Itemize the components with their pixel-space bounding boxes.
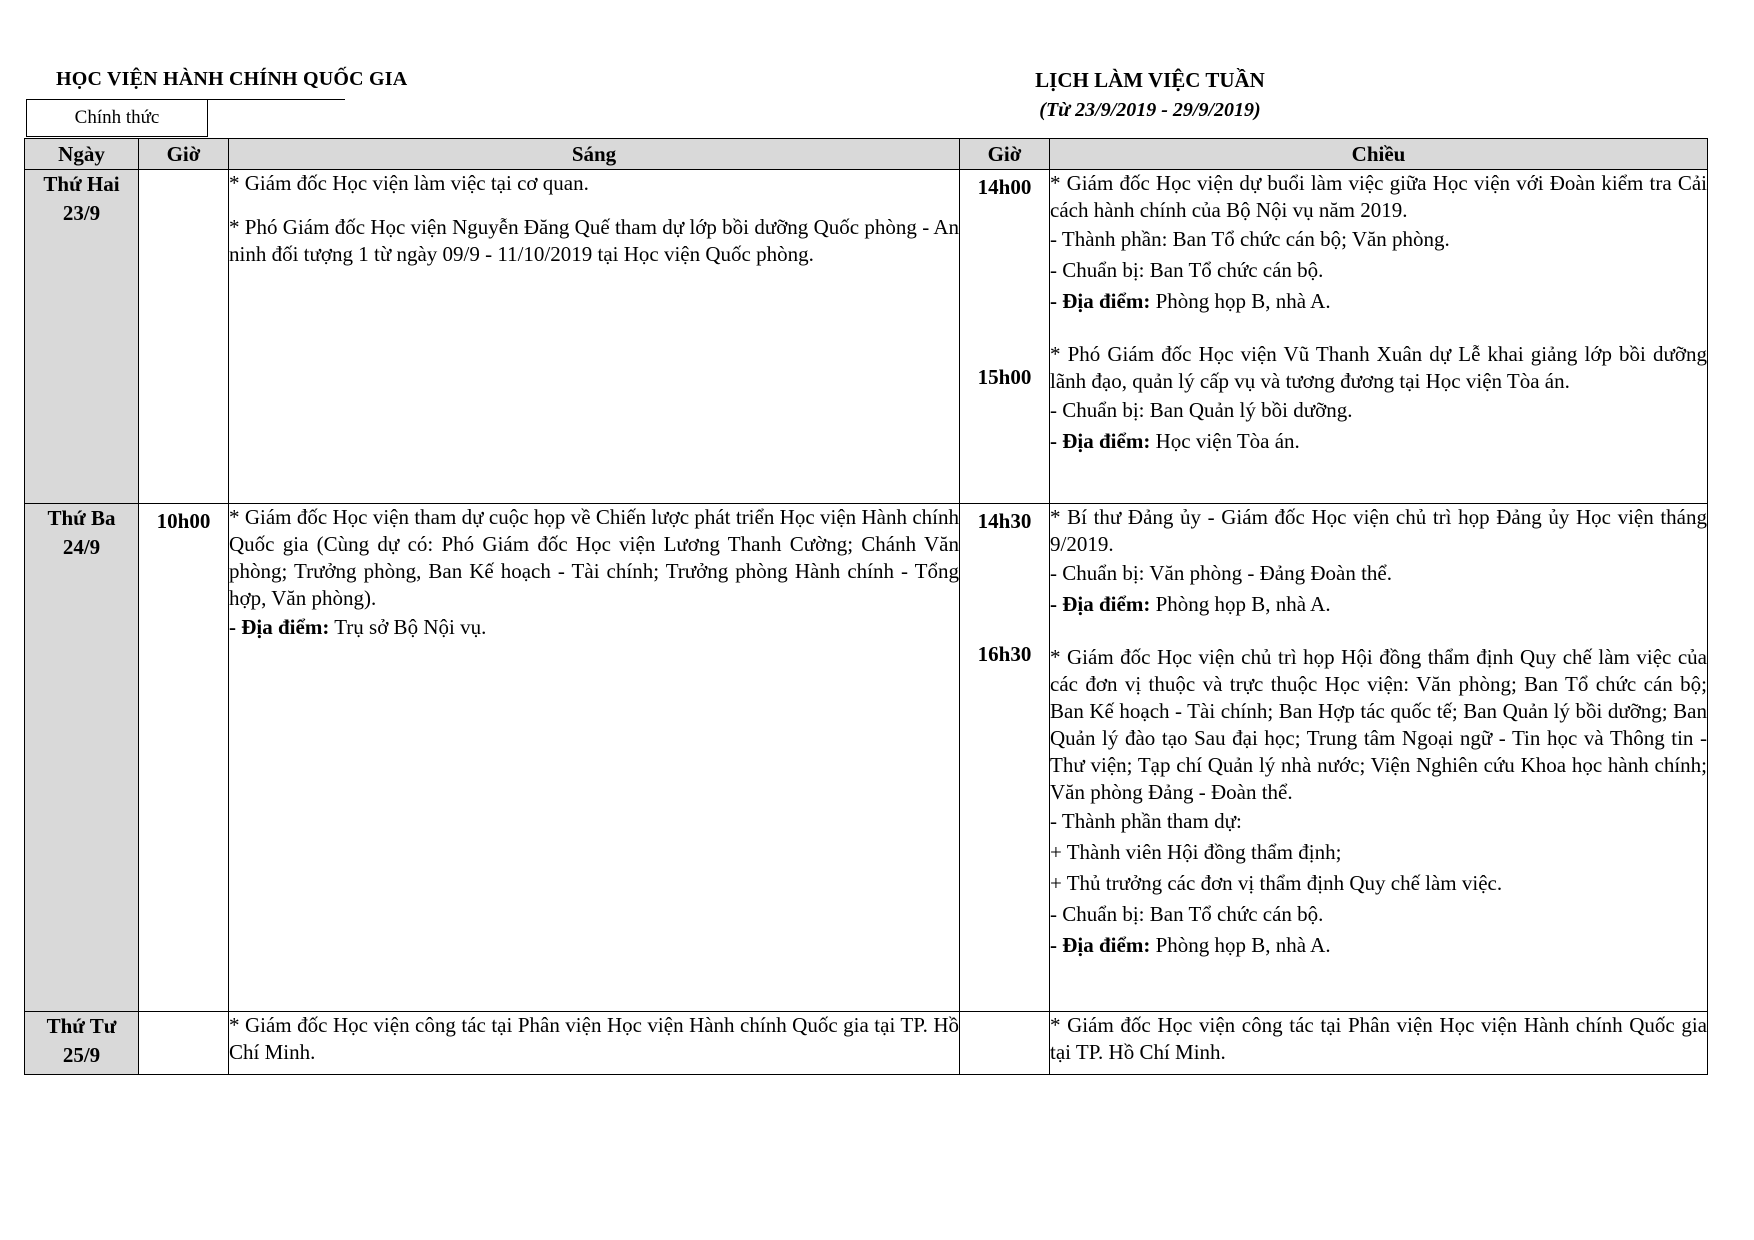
weekday-label: Thứ Tư: [46, 1014, 117, 1038]
morning-content-cell: [229, 1012, 960, 1075]
location-value: Phòng họp B, nhà A.: [1150, 592, 1331, 616]
afternoon-detail: + Thủ trưởng các đơn vị thẩm định Quy chế làm việc.: [1050, 871, 1503, 895]
afternoon-entry: * Bí thư Đảng ủy - Giám đốc Học viện chủ trì họp Đảng ủy Học viện tháng 9/2019.: [1050, 505, 1707, 556]
afternoon-entry: * Giám đốc Học viện công tác tại Phân viện Học viện Hành chính Quốc gia tại TP. Hồ Chí Minh.: [1050, 1013, 1707, 1064]
morning-time: [139, 170, 228, 173]
morning-entry: * Giám đốc Học viện công tác tại Phân viện Học viện Hành chính Quốc gia tại TP. Hồ Chí Minh.: [229, 1013, 959, 1064]
schedule-table: [24, 138, 1708, 1075]
morning-time: 10h00: [156, 509, 211, 533]
afternoon-time: 14h00: [977, 175, 1032, 199]
column-header-afternoon: Chiều: [1050, 139, 1708, 170]
afternoon-time-cell: [960, 1012, 1050, 1075]
afternoon-detail: + Thành viên Hội đồng thẩm định;: [1050, 840, 1342, 864]
afternoon-location: [1050, 426, 1707, 457]
morning-time-cell: [139, 1012, 229, 1075]
location-value: Trụ sở Bộ Nội vụ.: [329, 615, 487, 639]
day-cell: [25, 170, 139, 504]
date-label: 23/9: [62, 201, 101, 225]
location-label: - Địa điểm:: [1050, 429, 1151, 453]
afternoon-time-cell: [960, 504, 1050, 1012]
afternoon-time: 16h30: [977, 642, 1032, 666]
afternoon-location: [1050, 589, 1707, 620]
date-label: 25/9: [62, 1043, 101, 1067]
column-header-day: Ngày: [25, 139, 139, 170]
morning-location: [229, 612, 959, 643]
header-row: [25, 139, 1708, 170]
weekday-label: Thứ Ba: [47, 506, 116, 530]
column-header-morning: Sáng: [229, 139, 960, 170]
status-box: Chính thức: [26, 99, 208, 137]
afternoon-detail: - Chuẩn bị: Ban Tổ chức cán bộ.: [1050, 902, 1324, 926]
weekday-label: Thứ Hai: [43, 172, 120, 196]
morning-content-cell: [229, 170, 960, 504]
table-row: [25, 504, 1708, 1012]
location-value: Học viện Tòa án.: [1150, 429, 1300, 453]
location-label: - Địa điểm:: [1050, 592, 1151, 616]
morning-entry: * Giám đốc Học viện tham dự cuộc họp về Chiến lược phát triển Học viện Hành chính Quốc gia (Cùng dự có: Phó Giám đốc Học viện Lương Thanh Cường; Chánh Văn phòng; Trưởng phòng, Ban Kế hoạch - Tài chính; Trưởng phòng Hành chính - Tổng hợp, Văn phòng).: [229, 505, 959, 610]
location-label: - Địa điểm:: [1050, 933, 1151, 957]
location-value: Phòng họp B, nhà A.: [1150, 933, 1331, 957]
afternoon-time: 14h30: [977, 509, 1032, 533]
table-row: [25, 1012, 1708, 1075]
day-cell: [25, 1012, 139, 1075]
location-label: - Địa điểm:: [229, 615, 330, 639]
organization-name: HỌC VIỆN HÀNH CHÍNH QUỐC GIA: [56, 68, 408, 90]
column-header-afternoon-time: Giờ: [960, 139, 1050, 170]
afternoon-entry: * Giám đốc Học viện chủ trì họp Hội đồng thẩm định Quy chế làm việc của các đơn vị thuộc và trực thuộc Học viện: Văn phòng; Ban Tổ chức cán bộ; Ban Kế hoạch - Tài chính; Ban Hợp tác quốc tế; Ban Quản lý bồi dưỡng; Ban Quản lý đào tạo Sau đại học; Trung tâm Ngoại ngữ - Tin học và Thông tin - Thư viện; Tạp chí Quản lý nhà nước; Viện Nghiên cứu Khoa học hành chính; Văn phòng Đảng - Đoàn thể.: [1050, 645, 1707, 804]
afternoon-content-cell: [1050, 170, 1708, 504]
morning-content-cell: [229, 504, 960, 1012]
location-value: Phòng họp B, nhà A.: [1150, 289, 1331, 313]
schedule-title: LỊCH LÀM VIỆC TUẦN: [1035, 68, 1265, 92]
column-header-morning-time: Giờ: [139, 139, 229, 170]
afternoon-location: [1050, 286, 1707, 317]
schedule-date-range: (Từ 23/9/2019 - 29/9/2019): [1039, 99, 1261, 121]
location-label: - Địa điểm:: [1050, 289, 1151, 313]
afternoon-detail: - Chuẩn bị: Ban Quản lý bồi dưỡng.: [1050, 398, 1353, 422]
afternoon-detail: - Thành phần: Ban Tổ chức cán bộ; Văn phòng.: [1050, 227, 1450, 251]
afternoon-content-cell: [1050, 1012, 1708, 1075]
date-label: 24/9: [62, 535, 101, 559]
morning-time-cell: [139, 504, 229, 1012]
afternoon-entry: * Giám đốc Học viện dự buổi làm việc giữa Học viện với Đoàn kiểm tra Cải cách hành chính của Bộ Nội vụ năm 2019.: [1050, 171, 1707, 222]
morning-time-cell: [139, 170, 229, 504]
afternoon-location: [1050, 930, 1707, 961]
morning-time: [139, 1012, 228, 1015]
afternoon-detail: - Thành phần tham dự:: [1050, 809, 1242, 833]
afternoon-entry: * Phó Giám đốc Học viện Vũ Thanh Xuân dự Lễ khai giảng lớp bồi dưỡng lãnh đạo, quản lý cấp vụ và tương đương tại Học viện Tòa án.: [1050, 342, 1707, 393]
morning-entry: * Giám đốc Học viện làm việc tại cơ quan.: [229, 171, 589, 195]
afternoon-time-cell: [960, 170, 1050, 504]
afternoon-detail: - Chuẩn bị: Ban Tổ chức cán bộ.: [1050, 258, 1324, 282]
afternoon-detail: - Chuẩn bị: Văn phòng - Đảng Đoàn thể.: [1050, 561, 1392, 585]
title-underline: [185, 99, 345, 100]
afternoon-content-cell: [1050, 504, 1708, 1012]
table-row: [25, 170, 1708, 504]
afternoon-time: 15h00: [977, 365, 1032, 389]
afternoon-time: [960, 1012, 1049, 1015]
morning-entry: * Phó Giám đốc Học viện Nguyễn Đăng Quế tham dự lớp bồi dưỡng Quốc phòng - An ninh đối tượng 1 từ ngày 09/9 - 11/10/2019 tại Học viện Quốc phòng.: [229, 215, 959, 266]
day-cell: [25, 504, 139, 1012]
